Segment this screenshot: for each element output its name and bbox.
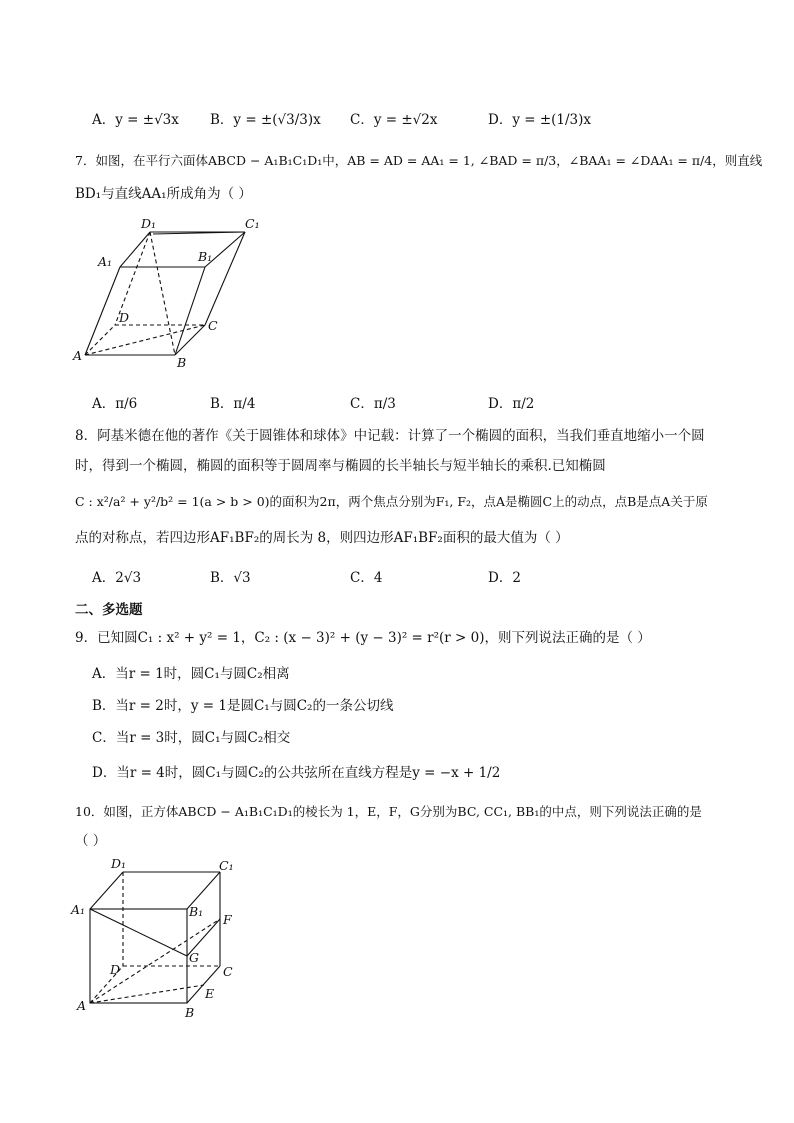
q10-label-c1: C₁: [219, 858, 234, 873]
q9-option-c: C．当r = 3时，圆C₁与圆C₂相交: [92, 730, 291, 746]
q8-option-d: D．2: [488, 570, 521, 586]
q7-stem-line1: 7．如图，在平行六面体ABCD − A₁B₁C₁D₁中，AB = AD = AA₁ = 1, ∠BAD = π/3，∠BAA₁ = ∠DAA₁ = π/4，则直线: [75, 153, 763, 168]
q7-label-c: C: [208, 318, 218, 333]
q7-stem-line2: BD₁与直线AA₁所成角为（ ）: [75, 186, 252, 202]
q7-option-a: A．π/6: [92, 396, 138, 412]
q8-stem-line1: 8．阿基米德在他的著作《关于圆锥体和球体》中记载：计算了一个椭圆的面积，当我们垂直地缩小一个圆: [75, 428, 705, 444]
q6-option-b: B．y = ±(√3/3)x: [210, 112, 321, 128]
section-title-multiple-choice: 二、多选题: [75, 602, 143, 618]
q10-cube-figure: [65, 852, 265, 1022]
q6-option-c: C．y = ±√2x: [350, 112, 438, 128]
q9-option-d: D．当r = 4时，圆C₁与圆C₂的公共弦所在直线方程是y = −x + 1/2: [92, 765, 501, 781]
q10-label-g: G: [189, 950, 199, 965]
q10-label-d: D: [110, 962, 121, 977]
q7-label-c1: C₁: [245, 216, 260, 231]
q7-label-b1: B₁: [198, 249, 213, 264]
q10-label-d1: D₁: [111, 856, 127, 871]
q10-label-c: C: [223, 964, 233, 979]
q8-option-a: A．2√3: [92, 570, 142, 586]
q10-label-a1: A₁: [71, 902, 86, 917]
q7-label-a: A: [73, 348, 83, 363]
q7-option-d: D．π/2: [488, 396, 535, 412]
q10-label-a: A: [77, 998, 87, 1013]
q10-label-b1: B₁: [189, 904, 204, 919]
q7-label-b: B: [177, 355, 187, 370]
q7-label-d1: D₁: [141, 216, 157, 231]
q7-label-d: D: [119, 310, 130, 325]
q7-parallelepiped-figure: [65, 212, 285, 372]
q6-option-d: D．y = ±(1/3)x: [488, 112, 592, 128]
q8-stem-line3: C : x²/a² + y²/b² = 1(a > b > 0)的面积为2π，两个焦点分别为F₁, F₂，点A是椭圆C上的动点，点B是点A关于原: [75, 494, 708, 509]
q10-stem-line1: 10．如图，正方体ABCD − A₁B₁C₁D₁的棱长为 1，E，F，G分别为BC, CC₁, BB₁的中点，则下列说法正确的是: [75, 804, 702, 819]
q8-stem-line4: 点的对称点，若四边形AF₁BF₂的周长为 8，则四边形AF₁BF₂面积的最大值为（ ）: [75, 530, 569, 546]
q8-option-c: C．4: [350, 570, 383, 586]
q10-stem-line2: （ ）: [75, 833, 107, 849]
q9-option-a: A．当r = 1时，圆C₁与圆C₂相离: [92, 666, 290, 682]
q10-label-b: B: [185, 1005, 195, 1020]
q9-stem: 9．已知圆C₁ : x² + y² = 1，C₂ : (x − 3)² + (y − 3)² = r²(r > 0)，则下列说法正确的是（ ）: [75, 630, 651, 646]
q8-option-b: B．√3: [210, 570, 251, 586]
q7-option-b: B．π/4: [210, 396, 256, 412]
q7-option-c: C．π/3: [350, 396, 396, 412]
q7-label-a1: A₁: [98, 254, 113, 269]
q6-option-a: A．y = ±√3x: [92, 112, 179, 128]
q9-option-b: B．当r = 2时，y = 1是圆C₁与圆C₂的一条公切线: [92, 698, 394, 714]
q10-label-f: F: [223, 912, 232, 927]
q8-stem-line2: 时，得到一个椭圆，椭圆的面积等于圆周率与椭圆的长半轴长与短半轴长的乘积.已知椭圆: [75, 458, 606, 474]
q10-label-e: E: [205, 986, 215, 1001]
